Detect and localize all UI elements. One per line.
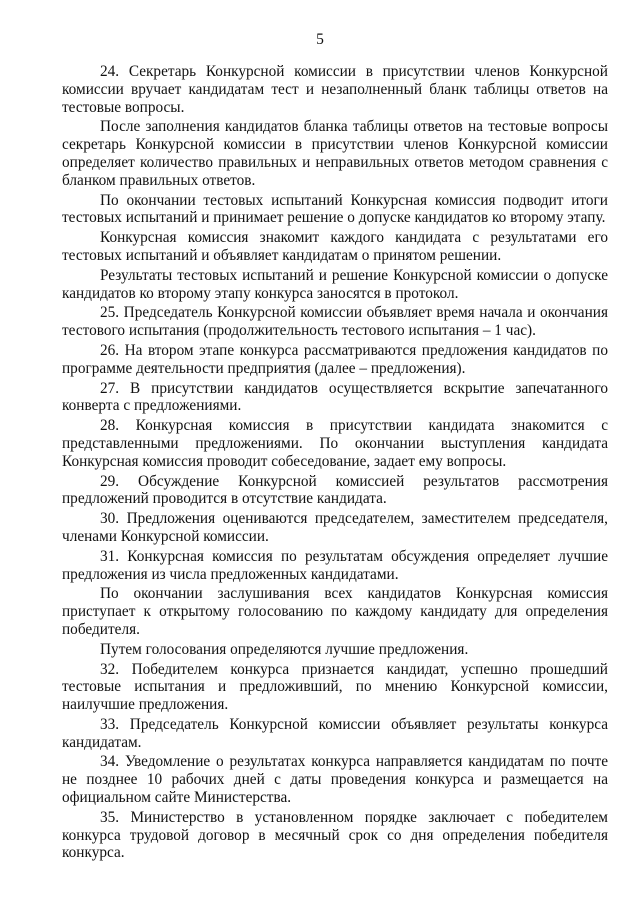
paragraph-after-filling: После заполнения кандидатов бланка таблицы ответов на тестовые вопросы секретарь Конкурсной комиссии в присутствии членов Конкурсной комиссии определяет количество правильных и неправильных ответов методом сравнения с бланком правильных ответов. [62,118,608,189]
paragraph-30: 30. Предложения оцениваются председателем, заместителем председателя, членами Конкурсной комиссии. [62,510,608,545]
page-number: 5 [316,31,324,48]
paragraph-29: 29. Обсуждение Конкурсной комиссией результатов рассмотрения предложений проводится в отсутствие кандидата. [62,472,608,508]
paragraph-34: 34. Уведомление о результатах конкурса направляется кандидатам по почте не позднее 10 рабочих дней с даты проведения конкурса и размещается на официальном сайте Министерства. [62,753,608,807]
paragraph-25: 25. Председатель Конкурсной комиссии объявляет время начала и окончания тестового испытания (продолжительность тестового испытания – 1 час). [62,304,608,340]
paragraph-31: 31. Конкурсная комиссия по результатам обсуждения определяет лучшие предложения из числа предложенных кандидатами. [62,547,608,583]
paragraph-test-results-summary: По окончании тестовых испытаний Конкурсная комиссия подводит итоги тестовых испытаний и принимает решение о допуске кандидатов ко второму этапу. [62,191,608,227]
paragraph-voting: По окончании заслушивания всех кандидатов Конкурсная комиссия приступает к открытому голосованию по каждому кандидату для определения победителя. [62,585,608,638]
paragraph-commission-informs: Конкурсная комиссия знакомит каждого кандидата с результатами его тестовых испытаний и объявляет кандидатам о принятом решении. [62,229,608,264]
paragraph-27: 27. В присутствии кандидатов осуществляется вскрытие запечатанного конверта с предложениями. [62,379,608,415]
paragraph-35: 35. Министерство в установленном порядке заключает с победителем конкурса трудовой договор в месячный срок со дня определения победителя конкурса. [62,808,608,862]
paragraph-26: 26. На втором этапе конкурса рассматриваются предложения кандидатов по программе деятельности предприятия (далее – предложения). [62,341,608,377]
document-body [62,63,608,862]
paragraph-28: 28. Конкурсная комиссия в присутствии кандидата знакомится с представленными предложениями. По окончании выступления кандидата Конкурсная комиссия проводит собеседование, задает ему вопросы. [62,417,608,470]
paragraph-33: 33. Председатель Конкурсной комиссии объявляет результаты конкурса кандидатам. [62,715,608,751]
paragraph-24: 24. Секретарь Конкурсной комиссии в присутствии членов Конкурсной комиссии вручает кандидатам тест и незаполненный бланк таблицы ответов на тестовые вопросы. [62,63,608,116]
paragraph-best-proposals: Путем голосования определяются лучшие предложения. [100,640,469,658]
paragraph-32: 32. Победителем конкурса признается кандидат, успешно прошедший тестовые испытания и предложивший, по мнению Конкурсной комиссии, наилучшие предложения. [62,660,608,714]
paragraph-protocol: Результаты тестовых испытаний и решение Конкурсной комиссии о допуске кандидатов ко второму этапу конкурса заносятся в протокол. [62,266,608,302]
